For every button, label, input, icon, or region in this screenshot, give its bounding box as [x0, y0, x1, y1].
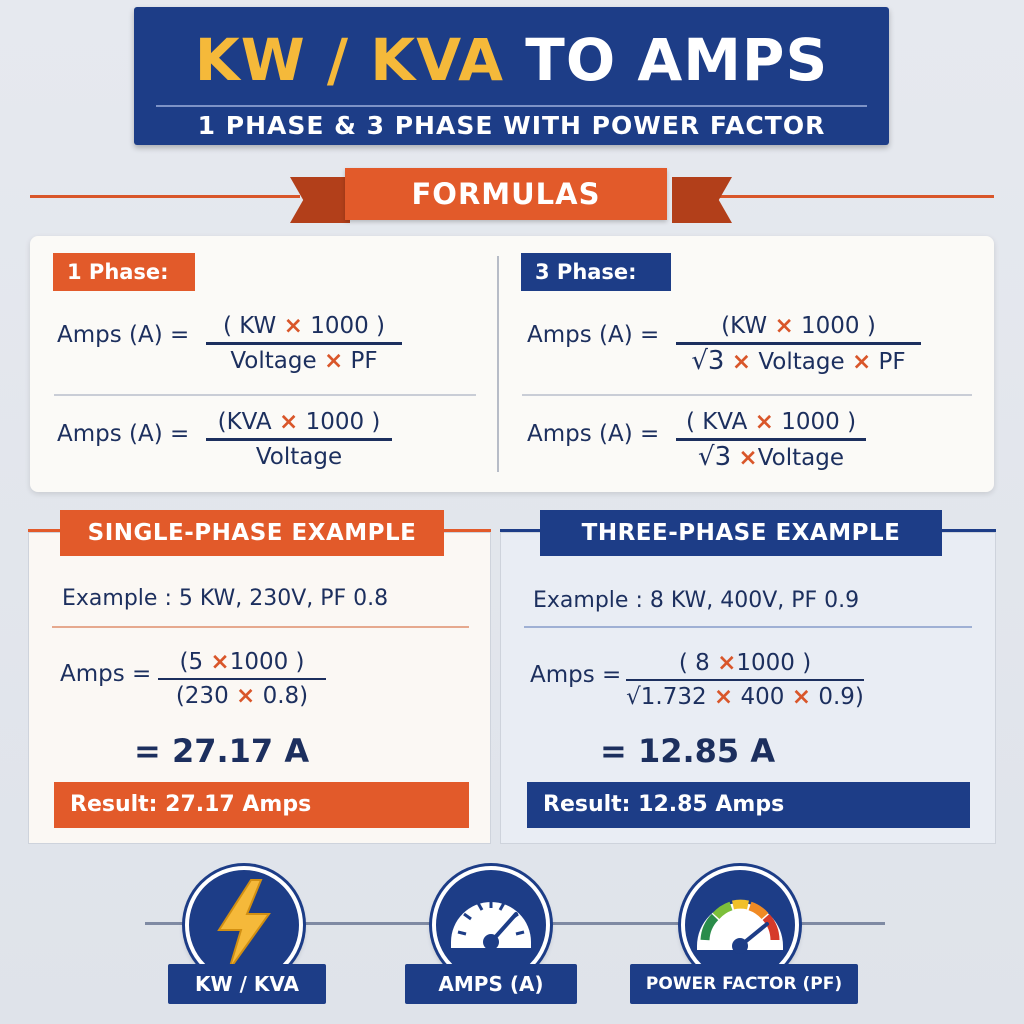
single-phase-example-heading: SINGLE-PHASE EXAMPLE: [60, 510, 444, 556]
single-example-equals: = 27.17 A: [134, 732, 310, 770]
single-formula-separator: [54, 394, 476, 396]
title-part-to-amps: TO AMPS: [525, 26, 829, 94]
single-result-bar: Result: 27.17 Amps: [54, 782, 469, 828]
three-example-separator: [524, 626, 972, 628]
three-example-given: Example : 8 KW, 400V, PF 0.9: [533, 588, 860, 613]
kw-kva-label: KW / KVA: [168, 964, 326, 1004]
three-kw-lhs: Amps (A) =: [527, 322, 660, 348]
single-example-given: Example : 5 KW, 230V, PF 0.8: [62, 586, 389, 611]
three-phase-example-heading: THREE-PHASE EXAMPLE: [540, 510, 942, 556]
three-formula-separator: [522, 394, 972, 396]
three-example-equals: = 12.85 A: [600, 732, 776, 770]
ribbon-tail-right: [672, 177, 732, 223]
amps-label: AMPS (A): [405, 964, 577, 1004]
single-example-lhs: Amps =: [60, 661, 152, 687]
single-kw-numerator: ( KW × 1000 ): [222, 313, 386, 339]
single-example-separator: [52, 626, 469, 628]
three-result-bar: Result: 12.85 Amps: [527, 782, 970, 828]
page-title: [134, 25, 889, 95]
ribbon-tail-left: [290, 177, 350, 223]
single-kw-fraction: [206, 310, 402, 377]
three-kva-numerator: ( KVA × 1000 ): [685, 409, 857, 435]
title-part-kw-kva: KW / KVA: [194, 26, 505, 94]
three-phase-tag: 3 Phase:: [521, 253, 671, 291]
single-example-fraction: [158, 646, 326, 712]
single-kva-denominator: Voltage: [255, 444, 343, 470]
ribbon-line-right: [720, 195, 994, 198]
single-kw-denominator: Voltage × PF: [230, 348, 378, 374]
single-kva-fraction: [206, 406, 392, 473]
ribbon-line-left: [30, 195, 300, 198]
page-subtitle: 1 PHASE & 3 PHASE WITH POWER FACTOR: [197, 111, 826, 140]
single-kw-lhs: Amps (A) =: [57, 322, 190, 348]
three-kva-fraction: [676, 406, 866, 473]
title-banner: [134, 7, 889, 145]
single-example-numerator: (5 ×1000 ): [179, 649, 305, 675]
power-factor-label: POWER FACTOR (PF): [630, 964, 858, 1004]
single-phase-tag: 1 Phase:: [53, 253, 195, 291]
three-example-numerator: ( 8 ×1000 ): [678, 650, 812, 676]
three-kw-fraction: [676, 310, 921, 377]
three-example-lhs: Amps =: [530, 662, 622, 688]
three-example-fraction: [626, 647, 864, 713]
formulas-vertical-divider: [497, 256, 499, 472]
single-example-denominator: (230 × 0.8): [175, 683, 309, 709]
three-kw-numerator: (KW × 1000 ): [721, 313, 876, 339]
header-divider: [156, 105, 867, 107]
single-kva-lhs: Amps (A) =: [57, 421, 190, 447]
single-kva-numerator: (KVA × 1000 ): [217, 409, 381, 435]
three-example-denominator: √1.732 × 400 × 0.9): [626, 684, 864, 710]
three-kva-lhs: Amps (A) =: [527, 421, 660, 447]
three-kw-denominator: √3 × Voltage × PF: [691, 346, 906, 376]
three-kva-denominator: √3 ×Voltage: [698, 442, 844, 472]
formulas-ribbon: FORMULAS: [345, 168, 667, 220]
